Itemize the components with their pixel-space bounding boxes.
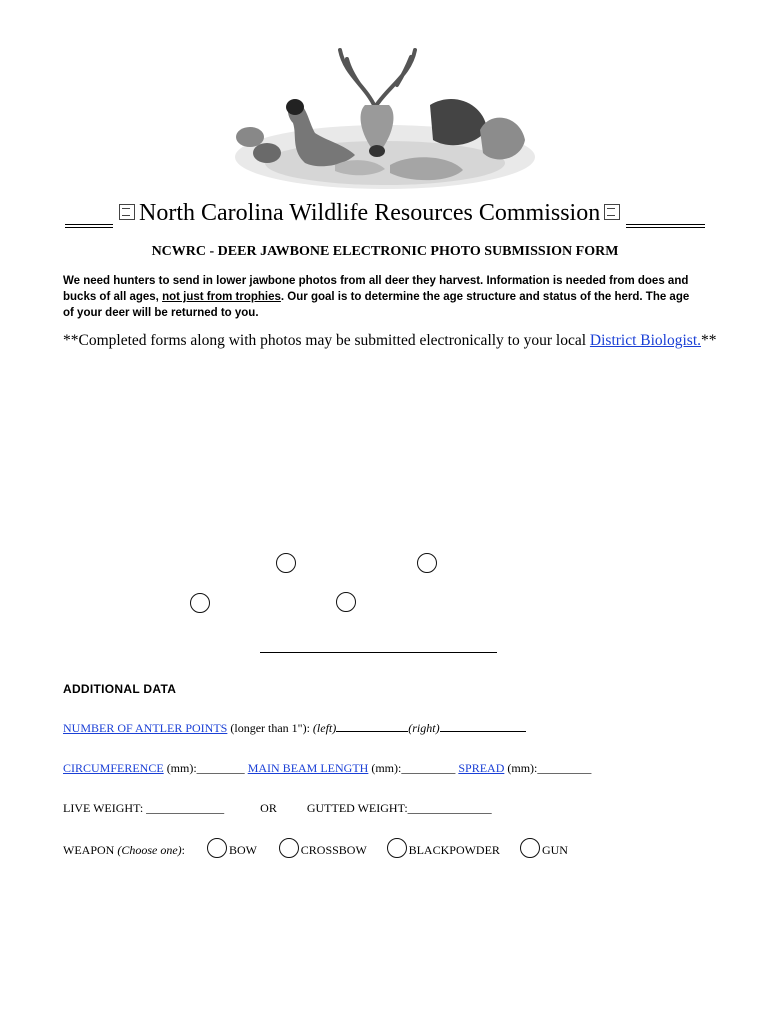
seal-icon [119, 204, 135, 220]
spread-field[interactable]: (mm):_________ [504, 761, 592, 775]
notice-suffix: ** [701, 332, 717, 349]
org-title-row [65, 198, 705, 232]
antler-points-link[interactable]: NUMBER OF ANTLER POINTS [63, 721, 228, 735]
weapon-label: WEAPON [63, 842, 118, 857]
org-name: North Carolina Wildlife Resources Commission [139, 200, 601, 226]
intro-text-2: . Our goal is to determine the age structure and status of the herd. The age of your deer will be returned to you. [63, 291, 690, 319]
seal-icon [604, 204, 620, 220]
option-radio[interactable] [190, 593, 210, 613]
notice-prefix: **Completed forms along with photos may be submitted electronically to your local [63, 332, 590, 349]
form-title: NCWRC - DEER JAWBONE ELECTRONIC PHOTO SUBMISSION FORM [151, 244, 619, 259]
bow-radio[interactable] [207, 838, 227, 858]
org-title [113, 198, 626, 228]
ncwrc-wildlife-logo [225, 45, 545, 195]
main-beam-field[interactable]: (mm):_________ [368, 761, 459, 775]
gun-label: GUN [541, 842, 568, 857]
antler-note: (longer than 1"): [227, 721, 313, 735]
submission-notice [63, 332, 723, 350]
blackpowder-radio[interactable] [387, 838, 407, 858]
crossbow-label: CROSSBOW [300, 842, 367, 857]
live-weight-field[interactable]: LIVE WEIGHT: _____________ [63, 801, 225, 815]
option-radio[interactable] [336, 592, 356, 612]
blackpowder-label: BLACKPOWDER [408, 842, 500, 857]
left-points-field[interactable] [336, 721, 408, 732]
intro-text-1: We need hunters to send in lower jawbone photos from all deer they harvest. Information is needed from does and bucks of all ages, [63, 275, 689, 303]
option-radio[interactable] [417, 553, 437, 573]
signature-line[interactable] [260, 652, 497, 653]
weight-row [63, 801, 492, 816]
weapon-hint: (Choose one) [117, 842, 182, 857]
weapon-row [63, 841, 568, 861]
additional-data-heading: ADDITIONAL DATA [63, 682, 177, 696]
left-label: (left) [312, 721, 337, 735]
measurements-row [63, 761, 591, 776]
gun-radio[interactable] [520, 838, 540, 858]
bow-label: BOW [229, 842, 257, 857]
right-label: (right) [408, 721, 440, 735]
intro-underlined: not just from trophies [162, 291, 281, 303]
or-label: OR [260, 801, 277, 815]
option-radio[interactable] [276, 553, 296, 573]
intro-paragraph [63, 273, 703, 321]
crossbow-radio[interactable] [279, 838, 299, 858]
main-beam-length-link[interactable]: MAIN BEAM LENGTH [247, 761, 369, 775]
gutted-weight-field[interactable]: GUTTED WEIGHT:______________ [306, 801, 492, 815]
right-points-field[interactable] [440, 721, 526, 732]
weapon-colon: : [181, 842, 185, 857]
antler-points-row [63, 721, 526, 736]
circumference-link[interactable]: CIRCUMFERENCE [63, 761, 164, 775]
circumference-field[interactable]: (mm):________ [163, 761, 248, 775]
district-biologist-link[interactable]: District Biologist. [589, 332, 701, 349]
spread-link[interactable]: SPREAD [458, 761, 505, 775]
